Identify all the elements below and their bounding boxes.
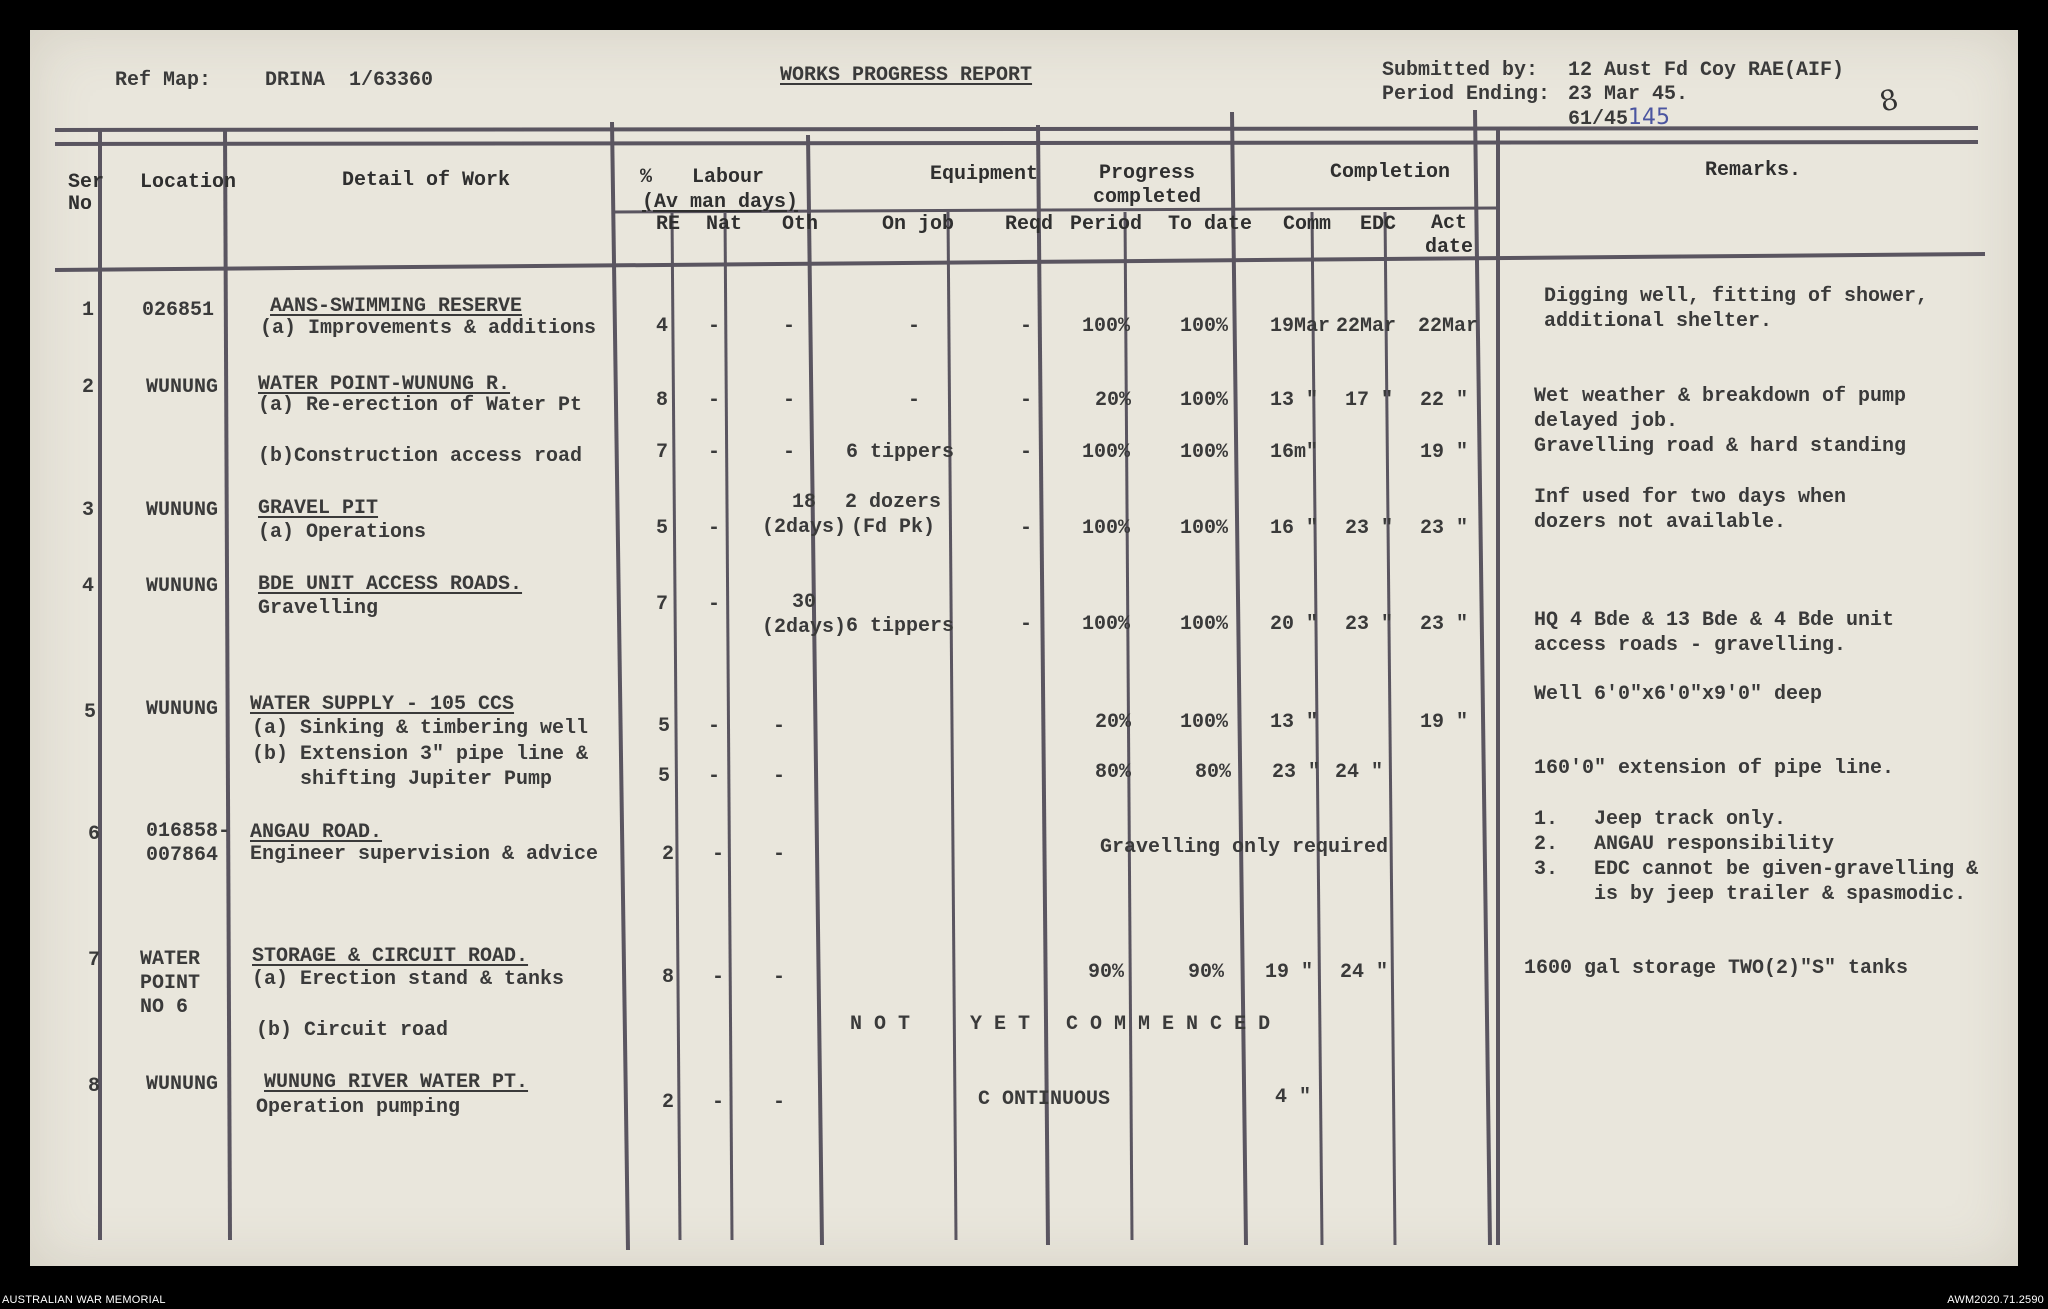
col-completion: Completion xyxy=(1330,161,1451,184)
col-location: Location xyxy=(140,171,237,194)
col-nat: Nat xyxy=(706,213,743,236)
row-2-period: 20% xyxy=(1095,389,1132,412)
row-3-edc: 23 " xyxy=(1345,517,1394,540)
row-1-reqd: - xyxy=(1020,315,1033,338)
row-8-sub: Operation pumping xyxy=(256,1096,461,1119)
row-4-comm: 20 " xyxy=(1270,613,1319,636)
row-7-location: WATER POINT NO 6 xyxy=(140,948,201,1019)
row-6-ser: 6 xyxy=(88,823,101,846)
row-5b-comm: 23 " xyxy=(1272,761,1321,784)
footer-archive-name: AUSTRALIAN WAR MEMORIAL xyxy=(2,1294,166,1306)
row-1-sub: (a) Improvements & additions xyxy=(260,317,597,340)
col-on-job: On job xyxy=(882,213,955,236)
row-3-to-date: 100% xyxy=(1180,517,1229,540)
row-7-to-date: 90% xyxy=(1188,961,1225,984)
submitted-value: 12 Aust Fd Coy RAE(AIF) xyxy=(1568,59,1845,82)
row-2b-re: 7 xyxy=(656,441,669,464)
row-6-nat: - xyxy=(712,843,725,866)
row-3-act: 23 " xyxy=(1420,517,1469,540)
row-1-period: 100% xyxy=(1082,315,1131,338)
row-1-act: 22Mar xyxy=(1418,315,1479,338)
col-pct: % xyxy=(640,166,653,189)
period-label: Period Ending: xyxy=(1382,83,1551,106)
row-4-location: WUNUNG xyxy=(146,575,219,598)
row-5-title: WATER SUPPLY - 105 CCS xyxy=(250,693,515,716)
col-edc: EDC xyxy=(1360,213,1397,236)
row-5-period: 20% xyxy=(1095,711,1132,734)
row-4-ser: 4 xyxy=(82,575,95,598)
row-4-reqd: - xyxy=(1020,613,1033,636)
row-1-location: 026851 xyxy=(142,299,215,322)
row-2b-comm: 16m" xyxy=(1270,441,1319,464)
row-6-re: 2 xyxy=(662,843,675,866)
row-2b-remarks: Gravelling road & hard standing xyxy=(1534,435,1907,458)
row-3-comm: 16 " xyxy=(1270,517,1319,540)
row-7-comm: 19 " xyxy=(1265,961,1314,984)
row-4-re: 7 xyxy=(656,593,669,616)
row-2-location: WUNUNG xyxy=(146,376,219,399)
row-6-title: ANGAU ROAD. xyxy=(250,821,383,844)
row-3-oth: 18 (2days) xyxy=(762,491,847,539)
document-title: WORKS PROGRESS REPORT xyxy=(780,64,1033,87)
row-5-location: WUNUNG xyxy=(146,698,219,721)
row-5b-remarks: 160'0" extension of pipe line. xyxy=(1534,757,1895,780)
row-1-nat: - xyxy=(708,315,721,338)
row-2-ser: 2 xyxy=(82,376,95,399)
row-1-re: 4 xyxy=(656,315,669,338)
row-2b-period: 100% xyxy=(1082,441,1131,464)
row-5-act: 19 " xyxy=(1420,711,1469,734)
row-8-location: WUNUNG xyxy=(146,1073,219,1096)
row-5b-period: 80% xyxy=(1095,761,1132,784)
ref-map-value: DRINA 1/63360 xyxy=(265,69,434,92)
row-1-title: AANS-SWIMMING RESERVE xyxy=(270,295,523,318)
row-7b-note: N O T Y E T C O M M E N C E D xyxy=(850,1013,1271,1036)
row-4-period: 100% xyxy=(1082,613,1131,636)
row-2-act: 22 " xyxy=(1420,389,1469,412)
row-2b-reqd: - xyxy=(1020,441,1033,464)
footer-catalogue-id: AWM2020.71.2590 xyxy=(1947,1294,2044,1306)
row-7-period: 90% xyxy=(1088,961,1125,984)
row-2-re: 8 xyxy=(656,389,669,412)
row-3-re: 5 xyxy=(656,517,669,540)
row-3-on-job: 2 dozers (Fd Pk) xyxy=(845,491,942,539)
row-2-oth: - xyxy=(783,389,796,412)
row-4-nat: - xyxy=(708,593,721,616)
row-7-remarks: 1600 gal storage TWO(2)"S" tanks xyxy=(1524,957,1909,980)
row-4-oth: 30 (2days) xyxy=(762,591,847,639)
row-2b-to-date: 100% xyxy=(1180,441,1229,464)
row-5-oth: - xyxy=(773,715,786,738)
col-act-date: Act date xyxy=(1425,212,1474,259)
row-7-nat: - xyxy=(712,966,725,989)
row-1-edc: 22Mar xyxy=(1336,315,1397,338)
row-4-remarks: HQ 4 Bde & 13 Bde & 4 Bde unit access roads - gravelling. xyxy=(1534,609,1895,657)
row-1-comm: 19Mar xyxy=(1270,315,1331,338)
row-2b-oth: - xyxy=(783,441,796,464)
row-3-reqd: - xyxy=(1020,517,1033,540)
row-3-title: GRAVEL PIT xyxy=(258,497,379,520)
row-5-re: 5 xyxy=(658,715,671,738)
row-6-sub: Engineer supervision & advice xyxy=(250,843,599,866)
row-2b-on-job: 6 tippers xyxy=(846,441,955,464)
row-2-sub: (a) Re-erection of Water Pt xyxy=(258,394,583,417)
row-3-sub: (a) Operations xyxy=(258,521,427,544)
col-labour: Labour xyxy=(692,166,765,189)
row-6-note: Gravelling only required xyxy=(1100,836,1389,859)
row-8-oth: - xyxy=(773,1091,786,1114)
row-7-oth: - xyxy=(773,966,786,989)
row-8-nat: - xyxy=(712,1091,725,1114)
row-5-to-date: 100% xyxy=(1180,711,1229,734)
row-7b-sub: (b) Circuit road xyxy=(256,1019,449,1042)
row-7-title: STORAGE & CIRCUIT ROAD. xyxy=(252,945,529,968)
row-2-title: WATER POINT-WUNUNG R. xyxy=(258,373,511,396)
row-2-nat: - xyxy=(708,389,721,412)
row-1-ser: 1 xyxy=(82,299,95,322)
row-6-location: 016858- 007864 xyxy=(146,820,231,867)
row-3-ser: 3 xyxy=(82,499,95,522)
col-detail: Detail of Work xyxy=(342,169,511,192)
row-1-on-job: - xyxy=(908,315,921,338)
row-6-oth: - xyxy=(773,843,786,866)
row-2b-nat: - xyxy=(708,441,721,464)
row-2b-act: 19 " xyxy=(1420,441,1469,464)
row-5b-nat: - xyxy=(708,765,721,788)
row-8-note: C ONTINUOUS xyxy=(978,1088,1111,1111)
row-2-comm: 13 " xyxy=(1270,389,1319,412)
row-2-on-job: - xyxy=(908,389,921,412)
row-3-remarks: Inf used for two days when dozers not available. xyxy=(1534,486,1847,534)
row-5b-sub: (b) Extension 3" pipe line & shifting Jupiter Pump xyxy=(252,743,589,791)
row-2-reqd: - xyxy=(1020,389,1033,412)
row-4-on-job: 6 tippers xyxy=(846,615,955,638)
row-2-edc: 17 " xyxy=(1345,389,1394,412)
row-3-location: WUNUNG xyxy=(146,499,219,522)
row-5b-to-date: 80% xyxy=(1195,761,1232,784)
col-remarks: Remarks. xyxy=(1705,159,1802,182)
row-5-comm: 13 " xyxy=(1270,711,1319,734)
col-to-date: To date xyxy=(1168,213,1253,236)
col-re: RE xyxy=(656,213,681,236)
col-equipment: Equipment xyxy=(930,163,1039,186)
submitted-label: Submitted by: xyxy=(1382,59,1539,82)
row-7-re: 8 xyxy=(662,966,675,989)
row-5-nat: - xyxy=(708,715,721,738)
ref-map-label: Ref Map: xyxy=(115,69,212,92)
col-oth: Oth xyxy=(782,213,819,236)
row-3-period: 100% xyxy=(1082,517,1131,540)
row-4-title: BDE UNIT ACCESS ROADS. xyxy=(258,573,523,596)
row-5-ser: 5 xyxy=(84,701,97,724)
row-4-to-date: 100% xyxy=(1180,613,1229,636)
row-1-oth: - xyxy=(783,315,796,338)
row-7-ser: 7 xyxy=(88,949,101,972)
row-1-remarks: Digging well, fitting of shower, additional shelter. xyxy=(1544,285,1929,333)
handwritten-file-number: 145 xyxy=(1628,105,1671,130)
corner-mark: 8 xyxy=(1876,82,1902,119)
col-ser-no: Ser No xyxy=(68,171,105,216)
row-4-edc: 23 " xyxy=(1345,613,1394,636)
period-value: 23 Mar 45. xyxy=(1568,83,1689,106)
row-5b-re: 5 xyxy=(658,765,671,788)
row-2-remarks: Wet weather & breakdown of pump delayed job. xyxy=(1534,385,1907,433)
row-4-sub: Gravelling xyxy=(258,597,379,620)
row-5b-oth: - xyxy=(773,765,786,788)
row-8-title: WUNUNG RIVER WATER PT. xyxy=(264,1071,529,1094)
row-5-remarks: Well 6'0"x6'0"x9'0" deep xyxy=(1534,683,1823,706)
row-7-sub: (a) Erection stand & tanks xyxy=(252,968,565,991)
row-2b-sub: (b)Construction access road xyxy=(258,445,583,468)
row-4-act: 23 " xyxy=(1420,613,1469,636)
row-2-to-date: 100% xyxy=(1180,389,1229,412)
col-reqd: Reqd xyxy=(1005,213,1054,236)
row-5-sub: (a) Sinking & timbering well xyxy=(252,717,589,740)
row-8-ser: 8 xyxy=(88,1075,101,1098)
col-comm: Comm xyxy=(1283,213,1332,236)
row-7-edc: 24 " xyxy=(1340,961,1389,984)
col-progress: Progress completed xyxy=(1093,162,1202,209)
row-5b-edc: 24 " xyxy=(1335,761,1384,784)
row-1-to-date: 100% xyxy=(1180,315,1229,338)
row-8-comm: 4 " xyxy=(1275,1086,1312,1109)
row-3-nat: - xyxy=(708,517,721,540)
file-reference: 61/45145 xyxy=(1568,105,1671,131)
row-6-remarks: 1. Jeep track only. 2. ANGAU responsibility 3. EDC cannot be given-gravelling & is by jeep trailer & spasmodic. xyxy=(1534,808,1979,906)
col-period: Period xyxy=(1070,213,1143,236)
row-8-re: 2 xyxy=(662,1091,675,1114)
col-labour-sub: (Av man days) xyxy=(642,191,799,214)
